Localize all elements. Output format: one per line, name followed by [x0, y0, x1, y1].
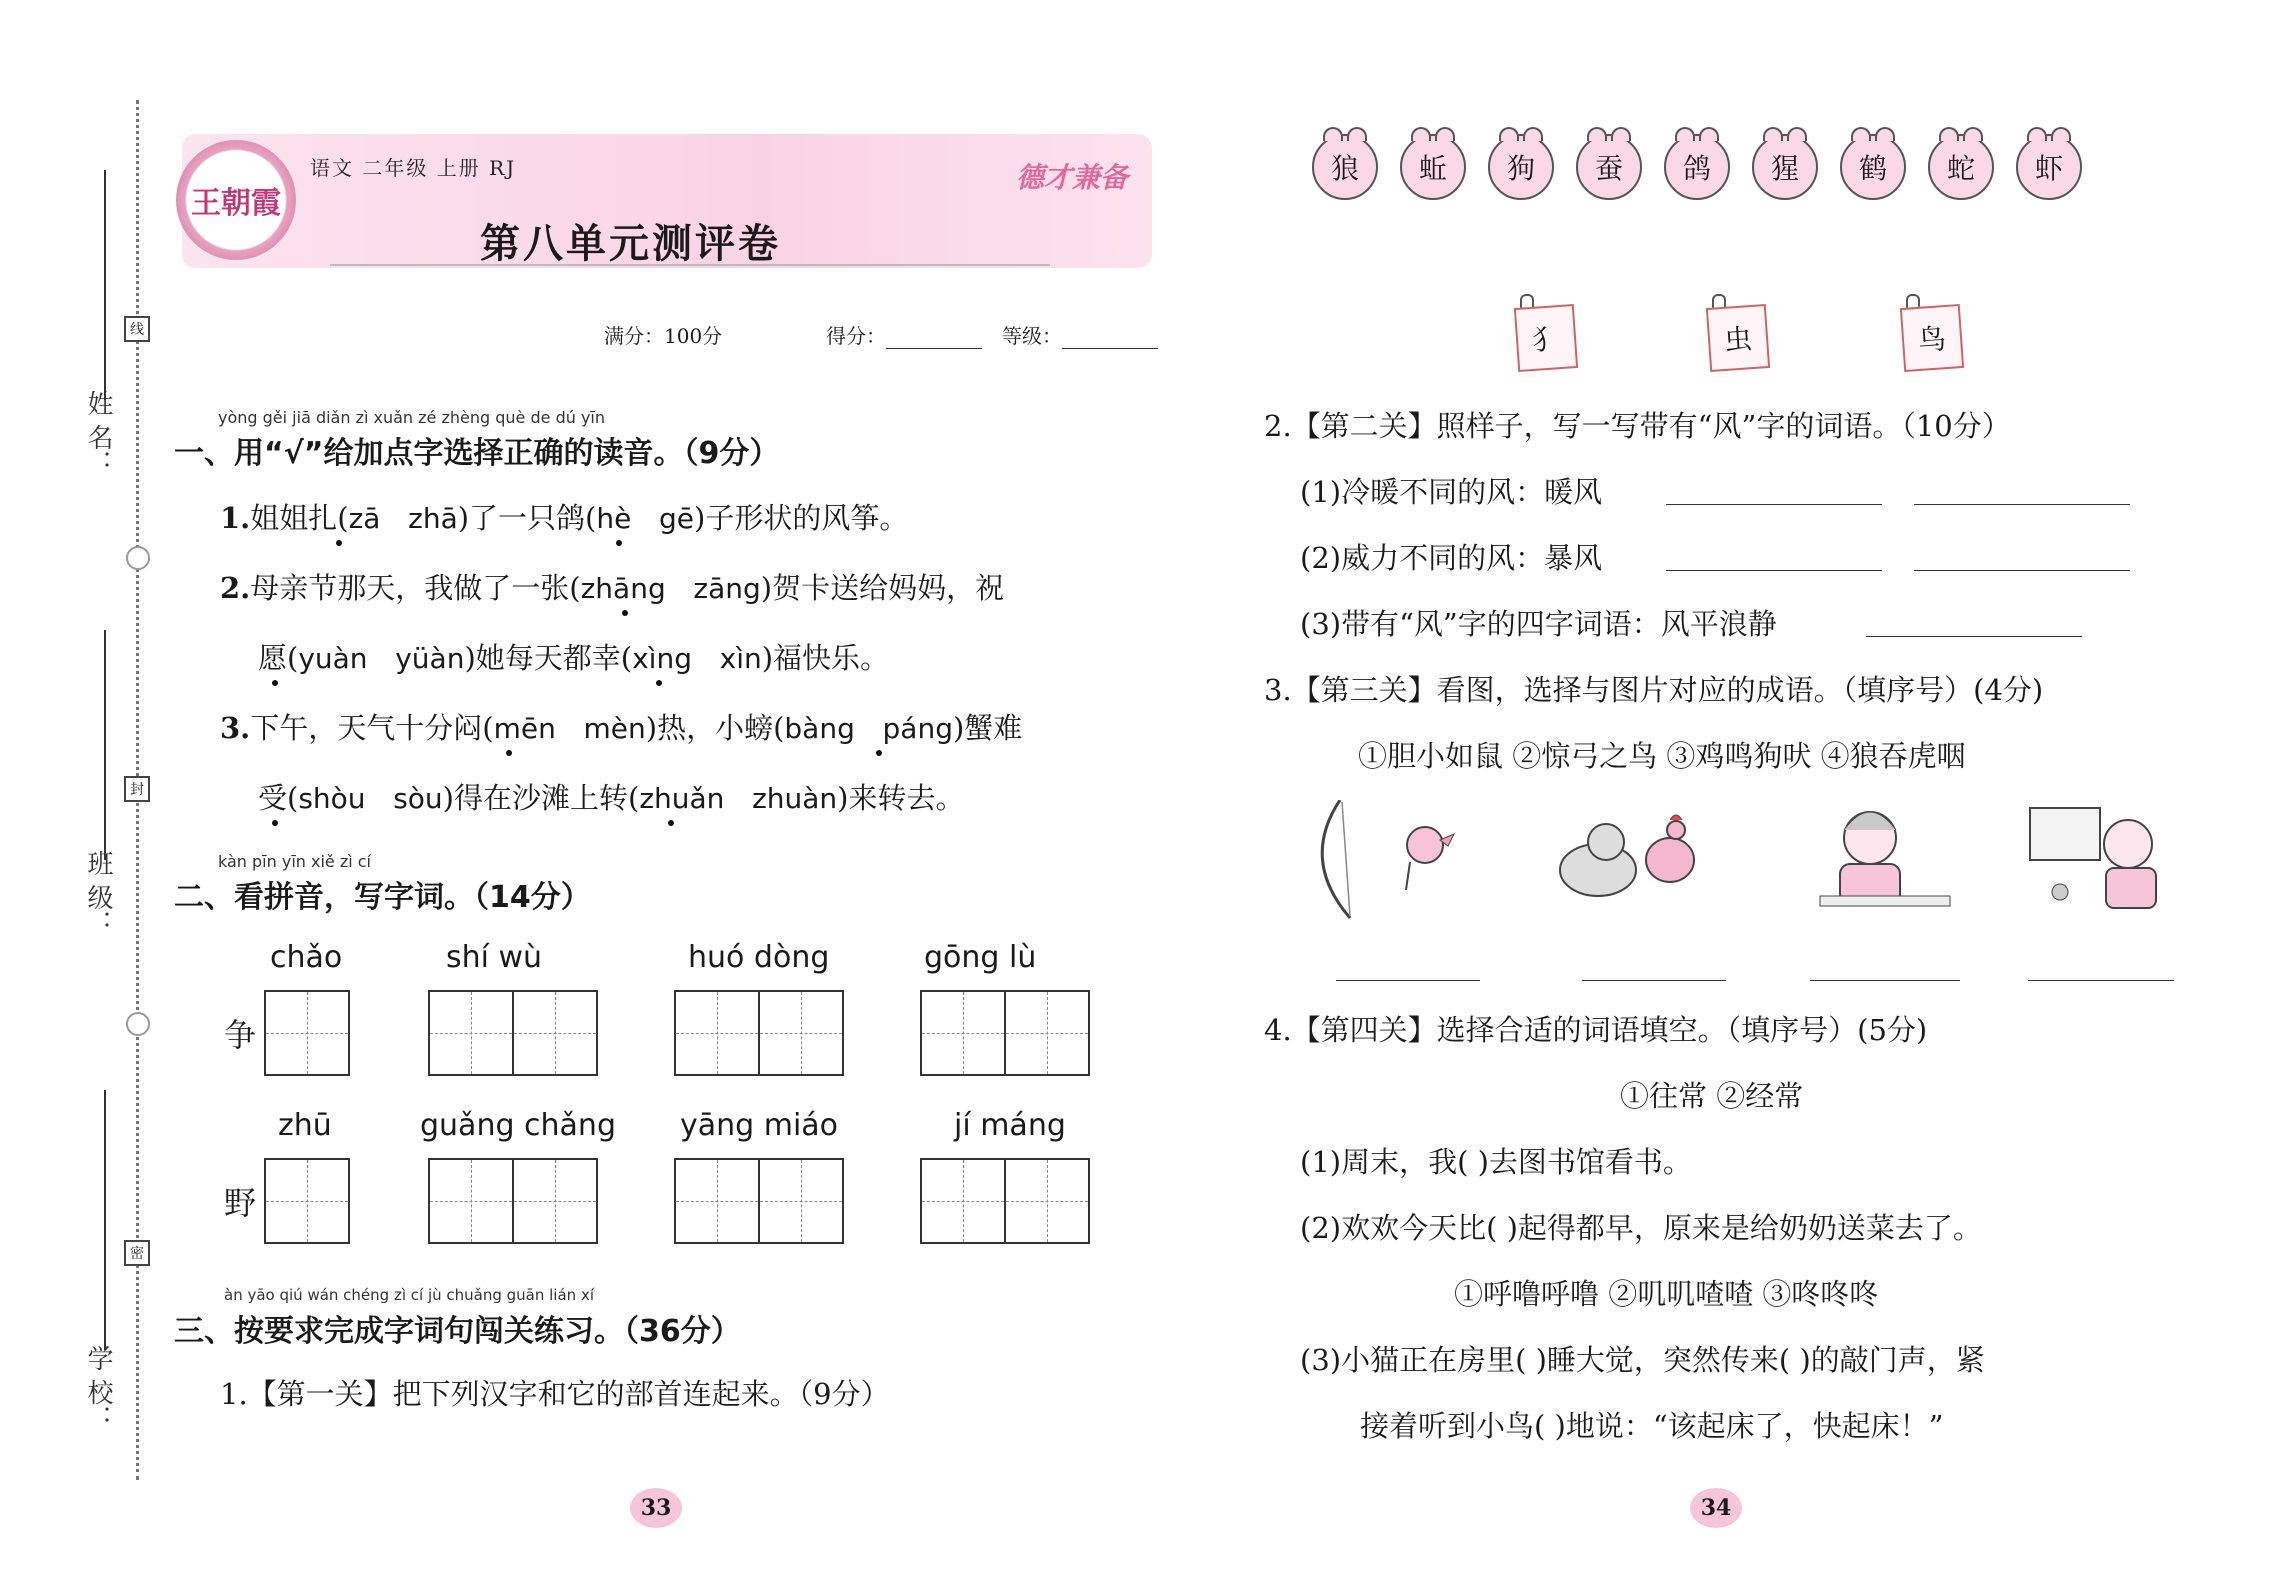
name-field-line[interactable]	[104, 170, 106, 400]
section3-heading: 三、按要求完成字词句闯关练习。（36分）	[174, 1314, 741, 1349]
q2-heading: 2.【第二关】照样子，写一写带有“风”字的词语。（10分）	[1264, 409, 2011, 443]
match-character[interactable]: 狼	[1312, 134, 1378, 200]
answer-blank[interactable]	[1866, 636, 2082, 637]
dog-and-rooster-illustration	[1548, 800, 1708, 920]
pinyin-option[interactable]: páng	[882, 712, 953, 745]
answer-blank[interactable]	[1914, 570, 2130, 571]
radical-tag[interactable]: 虫	[1706, 304, 1770, 372]
writing-grid[interactable]	[674, 1158, 844, 1244]
pinyin-option[interactable]: hè	[596, 502, 632, 535]
given-character: 野	[224, 1184, 257, 1222]
page-number-right: 34	[1690, 1488, 1742, 1528]
writing-grid[interactable]	[428, 1158, 598, 1244]
subject-info: 语文 二年级 上册 RJ	[310, 156, 517, 180]
q2-line-1: (1)冷暖不同的风：暖风	[1300, 475, 1603, 509]
bow-and-bird-illustration	[1310, 800, 1470, 920]
pinyin-prompt: gōng lù	[924, 940, 1037, 975]
pinyin-option[interactable]: zāng	[693, 572, 761, 605]
answer-blank[interactable]	[1666, 570, 1882, 571]
pinyin-prompt: guǎng chǎng	[420, 1108, 616, 1143]
emphasis-dot	[336, 540, 342, 546]
q2-line-3: (3)带有“风”字的四字词语：风平浪静	[1300, 607, 1777, 641]
s1-question-2b: 愿(yuàn yüàn)她每天都幸(xìng xìn)福快乐。	[258, 641, 890, 675]
class-label: 班 级：	[83, 850, 113, 937]
answer-blank[interactable]	[1666, 504, 1882, 505]
match-character[interactable]: 鸽	[1664, 134, 1730, 200]
pinyin-option[interactable]: bàng	[784, 712, 855, 745]
q4-options-2: ①呼噜呼噜 ②叽叽喳喳 ③咚咚咚	[1454, 1277, 1879, 1311]
pinyin-option[interactable]: yüàn	[395, 642, 465, 675]
section1-pinyin: yòng gěi jiā diǎn zì xuǎn zé zhèng què de dú yīn	[218, 408, 605, 427]
section2-heading: 二、看拼音，写字词。（14分）	[174, 880, 591, 915]
motto-badge: 德才兼备	[1016, 161, 1129, 194]
school-field-line[interactable]	[104, 1090, 106, 1350]
match-character[interactable]: 蚕	[1576, 134, 1642, 200]
emphasis-dot	[506, 750, 512, 756]
emphasis-dot	[622, 610, 628, 616]
writing-grid[interactable]	[920, 1158, 1090, 1244]
bind-mark-line: 线	[124, 316, 150, 342]
full-score: 满分：100分	[604, 324, 723, 348]
s1-question-3a: 3.下午，天气十分闷(mēn mèn)热，小螃(bàng páng)蟹难	[220, 711, 1023, 745]
pinyin-option[interactable]: xìng	[632, 642, 692, 675]
answer-blank[interactable]	[2028, 980, 2174, 981]
pinyin-option[interactable]: yuàn	[298, 642, 368, 675]
match-character[interactable]: 鹤	[1840, 134, 1906, 200]
q3-heading: 3.【第三关】看图，选择与图片对应的成语。（填序号）(4分)	[1264, 673, 2044, 707]
writing-grid[interactable]	[428, 990, 598, 1076]
match-character[interactable]: 蛇	[1928, 134, 1994, 200]
bind-mark-secret: 密	[124, 1240, 150, 1266]
section1-heading: 一、用“√”给加点字选择正确的读音。（9分）	[174, 436, 780, 471]
emphasis-dot	[668, 820, 674, 826]
s1-question-1: 1.姐姐扎(zā zhā)了一只鸽(hè gē)子形状的风筝。	[220, 501, 909, 535]
binding-ring	[126, 546, 150, 570]
match-character[interactable]: 狗	[1488, 134, 1554, 200]
q4-line-3[interactable]: (3)小猫正在房里( )睡大觉，突然传来( )的敲门声，紧	[1300, 1343, 1985, 1377]
writing-grid[interactable]	[674, 990, 844, 1076]
answer-blank[interactable]	[1810, 980, 1960, 981]
answer-blank[interactable]	[1336, 980, 1480, 981]
grade-field[interactable]: 等级：	[1002, 320, 1158, 349]
writing-grid[interactable]	[264, 1158, 350, 1244]
binding-ring	[126, 1012, 150, 1036]
pinyin-option[interactable]: gē	[659, 502, 695, 535]
pinyin-option[interactable]: zhāng	[580, 572, 666, 605]
answer-blank[interactable]	[1914, 504, 2130, 505]
radical-tag[interactable]: 鸟	[1900, 304, 1964, 372]
pinyin-prompt: shí wù	[446, 940, 543, 975]
publisher-logo: 王朝霞	[176, 140, 296, 260]
emphasis-dot	[272, 680, 278, 686]
pinyin-option[interactable]: zā	[348, 502, 381, 535]
s3-question-1: 1.【第一关】把下列汉字和它的部首连起来。（9分）	[220, 1377, 890, 1411]
class-field-line[interactable]	[104, 630, 106, 860]
pinyin-prompt: zhū	[278, 1108, 332, 1143]
page-number-left: 33	[630, 1488, 682, 1528]
title-underline	[330, 264, 1050, 266]
pinyin-prompt: huó dòng	[688, 940, 830, 975]
q4-line-4[interactable]: 接着听到小鸟( )地说：“该起床了，快起床！”	[1360, 1409, 1944, 1443]
q4-line-2[interactable]: (2)欢欢今天比( )起得都早，原来是给奶奶送菜去了。	[1300, 1211, 1982, 1245]
given-character: 争	[224, 1016, 257, 1054]
scared-boy-illustration	[2020, 800, 2180, 920]
answer-blank[interactable]	[1582, 980, 1726, 981]
q4-options-1: ①往常 ②经常	[1620, 1079, 1804, 1113]
match-character[interactable]: 猩	[1752, 134, 1818, 200]
emphasis-dot	[616, 540, 622, 546]
s1-question-2a: 2.母亲节那天，我做了一张(zhāng zāng)贺卡送给妈妈，祝	[220, 571, 1005, 605]
pinyin-option[interactable]: zhuǎn	[639, 782, 725, 815]
q4-heading: 4.【第四关】选择合适的词语填空。（填序号）(5分)	[1264, 1013, 1928, 1047]
pinyin-option[interactable]: xìn	[719, 642, 762, 675]
match-character[interactable]: 虾	[2016, 134, 2082, 200]
pinyin-option[interactable]: shòu	[298, 782, 366, 815]
q3-options: ①胆小如鼠 ②惊弓之鸟 ③鸡鸣狗吠 ④狼吞虎咽	[1358, 739, 1966, 773]
pinyin-prompt: yāng miáo	[680, 1108, 839, 1143]
emphasis-dot	[656, 680, 662, 686]
radical-tag[interactable]: 犭	[1514, 304, 1578, 372]
writing-grid[interactable]	[264, 990, 350, 1076]
school-label: 学 校：	[83, 1345, 113, 1432]
match-character[interactable]: 蚯	[1400, 134, 1466, 200]
s1-question-3b: 受(shòu sòu)得在沙滩上转(zhuǎn zhuàn)来转去。	[258, 781, 965, 815]
pinyin-option[interactable]: mēn	[493, 712, 556, 745]
pinyin-option[interactable]: zhuàn	[752, 782, 838, 815]
girl-eating-illustration	[1800, 800, 1960, 920]
score-field[interactable]: 得分：	[826, 320, 982, 349]
writing-grid[interactable]	[920, 990, 1090, 1076]
pinyin-option[interactable]: sòu	[393, 782, 443, 815]
section2-pinyin: kàn pīn yīn xiě zì cí	[218, 852, 371, 871]
emphasis-dot	[272, 820, 278, 826]
bind-mark-seal: 封	[124, 776, 150, 802]
pinyin-prompt: chǎo	[270, 940, 343, 975]
pinyin-option[interactable]: zhā	[408, 502, 458, 535]
pinyin-option[interactable]: mèn	[583, 712, 646, 745]
q4-line-1[interactable]: (1)周末，我( )去图书馆看书。	[1300, 1145, 1692, 1179]
name-label: 姓 名：	[83, 390, 113, 477]
q2-line-2: (2)威力不同的风：暴风	[1300, 541, 1603, 575]
section3-pinyin: àn yāo qiú wán chéng zì cí jù chuǎng guān lián xí	[224, 1286, 594, 1304]
emphasis-dot	[876, 750, 882, 756]
pinyin-prompt: jí máng	[954, 1108, 1066, 1143]
page-title: 第八单元测评卷	[480, 221, 781, 267]
